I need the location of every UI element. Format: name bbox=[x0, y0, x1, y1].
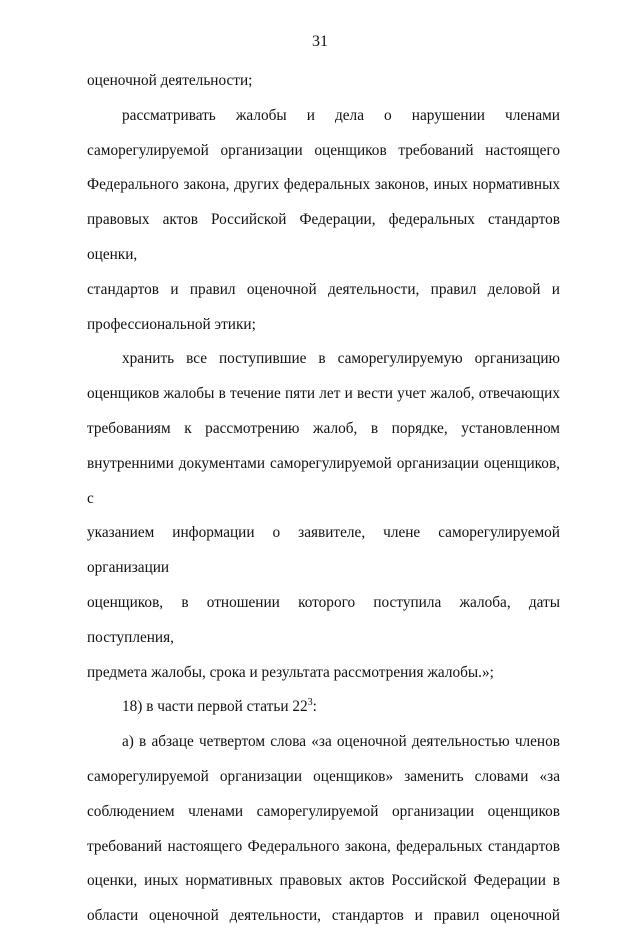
text-line: требований настоящего Федерального закона, федеральных стандартов bbox=[87, 837, 560, 855]
text-line bbox=[87, 690, 560, 725]
text-line: рассматривать жалобы и дела о нарушении членами bbox=[122, 106, 560, 124]
text-line: стандартов и правил оценочной деятельности, правил деловой и bbox=[87, 280, 560, 298]
text-line: оценщиков жалобы в течение пяти лет и вести учет жалоб, отвечающих bbox=[87, 385, 560, 403]
text-line: оценки, иных нормативных правовых актов Российской Федерации в bbox=[87, 872, 560, 890]
text-line: а) в абзаце четвертом слова «за оценочной деятельностью членов bbox=[122, 733, 560, 751]
text-line: оценщиков, в отношении которого поступила жалоба, даты поступления, bbox=[87, 593, 560, 646]
text-line: внутренними документами саморегулируемой организации оценщиков, с bbox=[87, 454, 560, 507]
text-line: области оценочной деятельности, стандартов и правил оценочной bbox=[87, 907, 560, 925]
text-line: саморегулируемой организации оценщиков требований настоящего bbox=[87, 141, 560, 159]
text-line: соблюдением членами саморегулируемой организации оценщиков bbox=[87, 802, 560, 820]
text-line: профессиональной этики; bbox=[87, 315, 256, 333]
item-text: 18) в части первой статьи 22 bbox=[122, 698, 308, 716]
text-line: правовых актов Российской Федерации, федеральных стандартов оценки, bbox=[87, 211, 560, 263]
text-line: хранить все поступившие в саморегулируемую организацию bbox=[122, 350, 560, 368]
text-line: саморегулируемой организации оценщиков» заменить словами «за bbox=[87, 767, 560, 785]
document-body bbox=[87, 64, 560, 934]
text-line: оценочной деятельности; bbox=[87, 72, 253, 89]
item-tail: : bbox=[312, 698, 317, 716]
text-line: предмета жалобы, срока и результата рассмотрения жалобы.»; bbox=[87, 663, 494, 681]
superscript: 3 bbox=[307, 697, 313, 709]
text-line: Федерального закона, других федеральных законов, иных нормативных bbox=[87, 176, 560, 194]
page-number: 31 bbox=[312, 33, 328, 50]
text-line: требованиям к рассмотрению жалоб, в порядке, установленном bbox=[87, 419, 560, 437]
text-line: указанием информации о заявителе, члене саморегулируемой организации bbox=[87, 524, 560, 577]
